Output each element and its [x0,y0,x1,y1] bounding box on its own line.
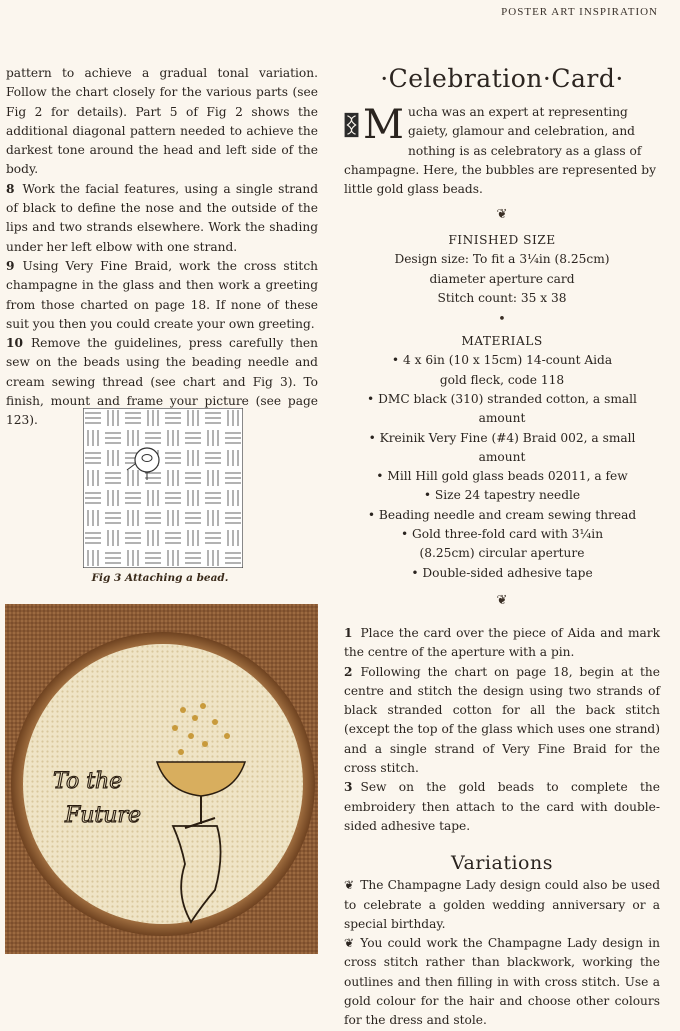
step-text: Following the chart on page 18, begin at the centre and stitch the design using two strands of black stranded cotton for all the back stitch (except the top of the glass which uses one strand) and a single strand of Very Fine Braid for the cross stitch. [344,664,660,776]
photo-greeting-line1: To the [53,769,123,794]
material-item: • Size 24 tapestry needle [423,488,581,503]
material-item: • Double-sided adhesive tape [411,565,593,580]
drop-cap-letter: M [363,102,404,148]
finished-card-photo [5,604,318,954]
finished-size-heading: FINISHED SIZE [448,233,556,248]
step-number: 3 [344,780,353,795]
step-8 [6,180,318,257]
step-number: 9 [6,258,15,273]
fig3-bead-diagram [83,408,243,568]
material-item: • Kreinik Very Fine (#4) Braid 002, a small amount [368,430,636,464]
card-step-3 [344,778,660,836]
step-text: Remove the guidelines, press carefully then sew on the beads using the beading needle and cream sewing thread (see chart and Fig 3). To finish, mount and frame your picture (see page 123). [6,336,318,428]
drop-cap [344,103,404,147]
step-number: 10 [6,336,23,351]
variations-title: Variations [451,852,553,875]
photo-greeting-line2: Future [65,803,141,828]
material-item: • Gold three-fold card with 3¼in (8.25cm) circular aperture [400,527,604,561]
step-text: Using Very Fine Braid, work the cross stitch champagne in the glass and then work a greeting from those charted on page 18. If none of these suit you then you could create your own greeting. [6,258,318,331]
step-number: 2 [344,664,353,679]
step-9 [6,257,318,334]
stitch-count: Stitch count: 35 x 38 [437,291,567,306]
material-item: • Mill Hill gold glass beads 02011, a few [376,469,628,484]
variation-item [344,934,660,1030]
material-item: • DMC black (310) stranded cotton, a small amount [367,391,637,426]
step-text: Place the card over the piece of Aida and mark the centre of the aperture with a pin. [344,625,660,660]
fig3-caption: Fig 3 Attaching a bead. [91,572,229,584]
design-size: Design size: To fit a 3¼in (8.25cm) diameter aperture card [394,252,610,286]
card-step-1 [344,624,660,663]
intro-paragraph [344,103,660,199]
ornament-icon: ❦ [496,207,508,223]
material-item: • Beading needle and cream sewing thread [367,507,637,522]
variation-text: You could work the Champagne Lady design in cross stitch rather than blackwork, working the outlines and then filling in with cross stitch. Use a gold colour for the hair and choose other colours for the dress and stole. [344,936,660,1028]
intro-text: ucha was an expert at representing gaiety, glamour and celebration, and nothing is as celebratory as a glass of champagne. Here, the bubbles are represented by little gold glass beads. [344,105,656,197]
page-title: ·Celebration·Card· [380,64,624,93]
ornament-icon: ❦ [496,592,508,608]
leaf-bullet-icon: ❦ [344,936,355,951]
right-column [344,64,660,1031]
card-step-2 [344,663,660,779]
variation-text: The Champagne Lady design could also be used to celebrate a golden wedding anniversary or a special birthday. [344,878,660,931]
dot-separator: • [498,312,506,328]
step-number: 1 [344,625,353,640]
continuation-paragraph: pattern to achieve a gradual tonal variation. Follow the chart closely for the various parts (see Fig 2 for details). Part 5 of Fig 2 shows the additional diagonal pattern needed to achieve the darkest tone around the head and left side of the body. [6,66,318,177]
variation-item [344,876,660,934]
step-text: Work the facial features, using a single strand of black to define the nose and the outside of the lips and two strands elsewhere. Work the shading under her left elbow with one strand. [6,181,318,254]
left-column [6,64,318,431]
celtic-knot-icon [344,103,359,147]
materials-heading: MATERIALS [461,334,543,349]
material-item: • 4 x 6in (10 x 15cm) 14-count Aida gold fleck, code 118 [391,353,613,387]
step-text: Sew on the gold beads to complete the embroidery then attach to the card with double-sided adhesive tape. [344,780,660,833]
running-header: POSTER ART INSPIRATION [501,6,658,18]
leaf-bullet-icon: ❦ [344,878,355,893]
step-number: 8 [6,181,15,196]
